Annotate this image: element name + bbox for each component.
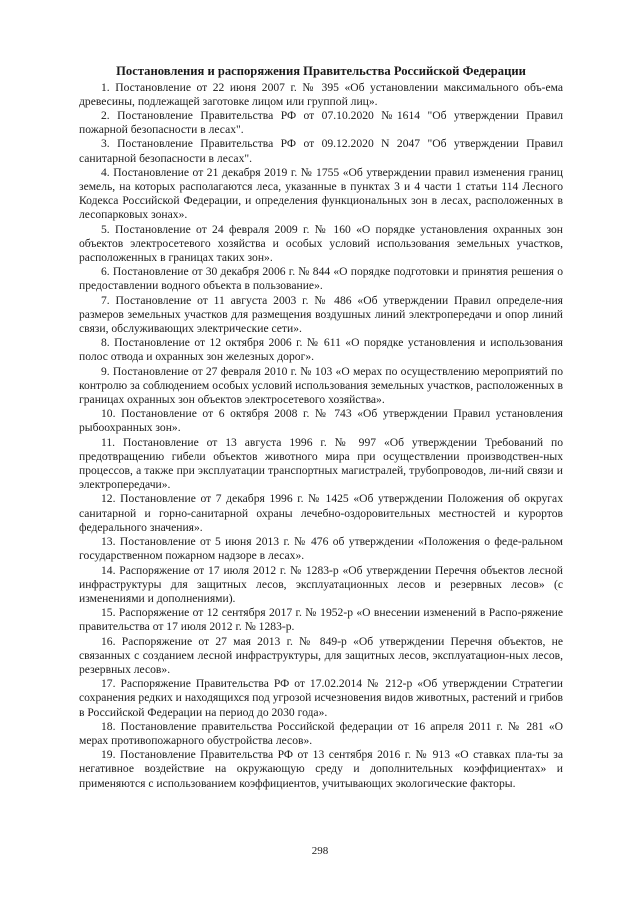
list-item: 5. Постановление от 24 февраля 2009 г. № 160 «О порядке установления охранных зон объектов электросетевого хозяйства и особых условий использования земельных участков, расположенных в границах таких зон». [79,222,563,265]
list-item: 13. Постановление от 5 июня 2013 г. № 476 об утверждении «Положения о феде-ральном государственном пожарном надзоре в лесах». [79,535,563,563]
list-item: 12. Постановление от 7 декабря 1996 г. № 1425 «Об утверждении Положения об округах санитарной и горно-санитарной охраны лечебно-оздоровительных местностей и курортов федерального значения». [79,492,563,534]
list-item: 3. Постановление Правительства РФ от 09.12.2020 N 2047 "Об утверждении Правил санитарной безопасности в лесах". [79,137,563,165]
list-item: 2. Постановление Правительства РФ от 07.10.2020 №1614 "Об утверждении Правил пожарной безопасности в лесах". [79,109,563,137]
list-item: 15. Распоряжение от 12 сентября 2017 г. № 1952-р «О внесении изменений в Распо-ряжение правительства от 17 июля 2012 г. № 1283-р. [79,606,563,634]
list-item: 6. Постановление от 30 декабря 2006 г. № 844 «О порядке подготовки и принятия решения о предоставлении водного объекта в пользование». [79,265,563,293]
document-page [79,64,563,791]
list-item: 8. Постановление от 12 октября 2006 г. № 611 «О порядке установления и использования полос отвода и охранных зон железных дорог». [79,336,563,364]
page-number: 298 [311,845,329,857]
list-item: 16. Распоряжение от 27 мая 2013 г. № 849-р «Об утверждении Перечня объектов, не связанных с созданием лесной инфраструктуры, для защитных лесов, эксплуатацион-ных лесов, резервных лесов». [79,634,563,676]
list-item: 4. Постановление от 21 декабря 2019 г. № 1755 «Об утверждении правил изменения границ земель, на которых располагаются леса, указанные в пунктах 3 и 4 части 1 статьи 114 Лесного Кодекса Российской Федерации, и определения функциональных зон в лесах, расположенных в лесопарковых зонах». [79,165,563,222]
list-item: 9. Постановление от 27 февраля 2010 г. № 103 «О мерах по осуществлению мероприятий по контролю за соблюдением особых условий использования земельных участков, расположенных в границах охранных зон объектов электросетевого хозяйства». [79,364,563,407]
list-item: 18. Постановление правительства Российской федерации от 16 апреля 2011 г. № 281 «О мерах противопожарного обустройства лесов». [79,719,563,747]
list-item: 1. Постановление от 22 июня 2007 г. № 395 «Об установлении максимального объ-ема древесины, подлежащей заготовке лицом или группой лиц». [79,80,563,108]
list-item: 11. Постановление от 13 августа 1996 г. № 997 «Об утверждении Требований по предотвращению гибели объектов животного мира при осуществлении производствен-ных процессов, а также при эксплуатации транспортных магистралей, трубопроводов, ли-ний связи и электропередачи». [79,435,563,492]
list-item: 17. Распоряжение Правительства РФ от 17.02.2014 № 212-р «Об утверждении Стратегии сохранения редких и находящихся под угрозой исчезновения видов животных, растений и грибов в Российской Федерации на период до 2030 года». [79,677,563,719]
list-item: 10. Постановление от 6 октября 2008 г. № 743 «Об утверждении Правил установления рыбоохранных зон». [79,407,563,435]
section-heading: Постановления и распоряжения Правительства Российской Федерации [116,64,526,78]
regulations-list [79,81,563,791]
list-item: 7. Постановление от 11 августа 2003 г. № 486 «Об утверждении Правил определе-ния размеров земельных участков для размещения воздушных линий электропередачи и опор линий связи, обслуживающих электрические сети». [79,293,563,336]
list-item: 19. Постановление Правительства РФ от 13 сентября 2016 г. № 913 «О ставках пла-ты за негативное воздействие на окружающую среду и дополнительных коэффициентах» и применяются с использованием коэффициентов, учитывающих экологические факторы. [79,748,563,790]
list-item: 14. Распоряжение от 17 июля 2012 г. № 1283-р «Об утверждении Перечня объектов лесной инфраструктуры для защитных лесов, эксплуатационных лесов и резервных лесов» (с изменениями и дополнениями). [79,563,563,605]
